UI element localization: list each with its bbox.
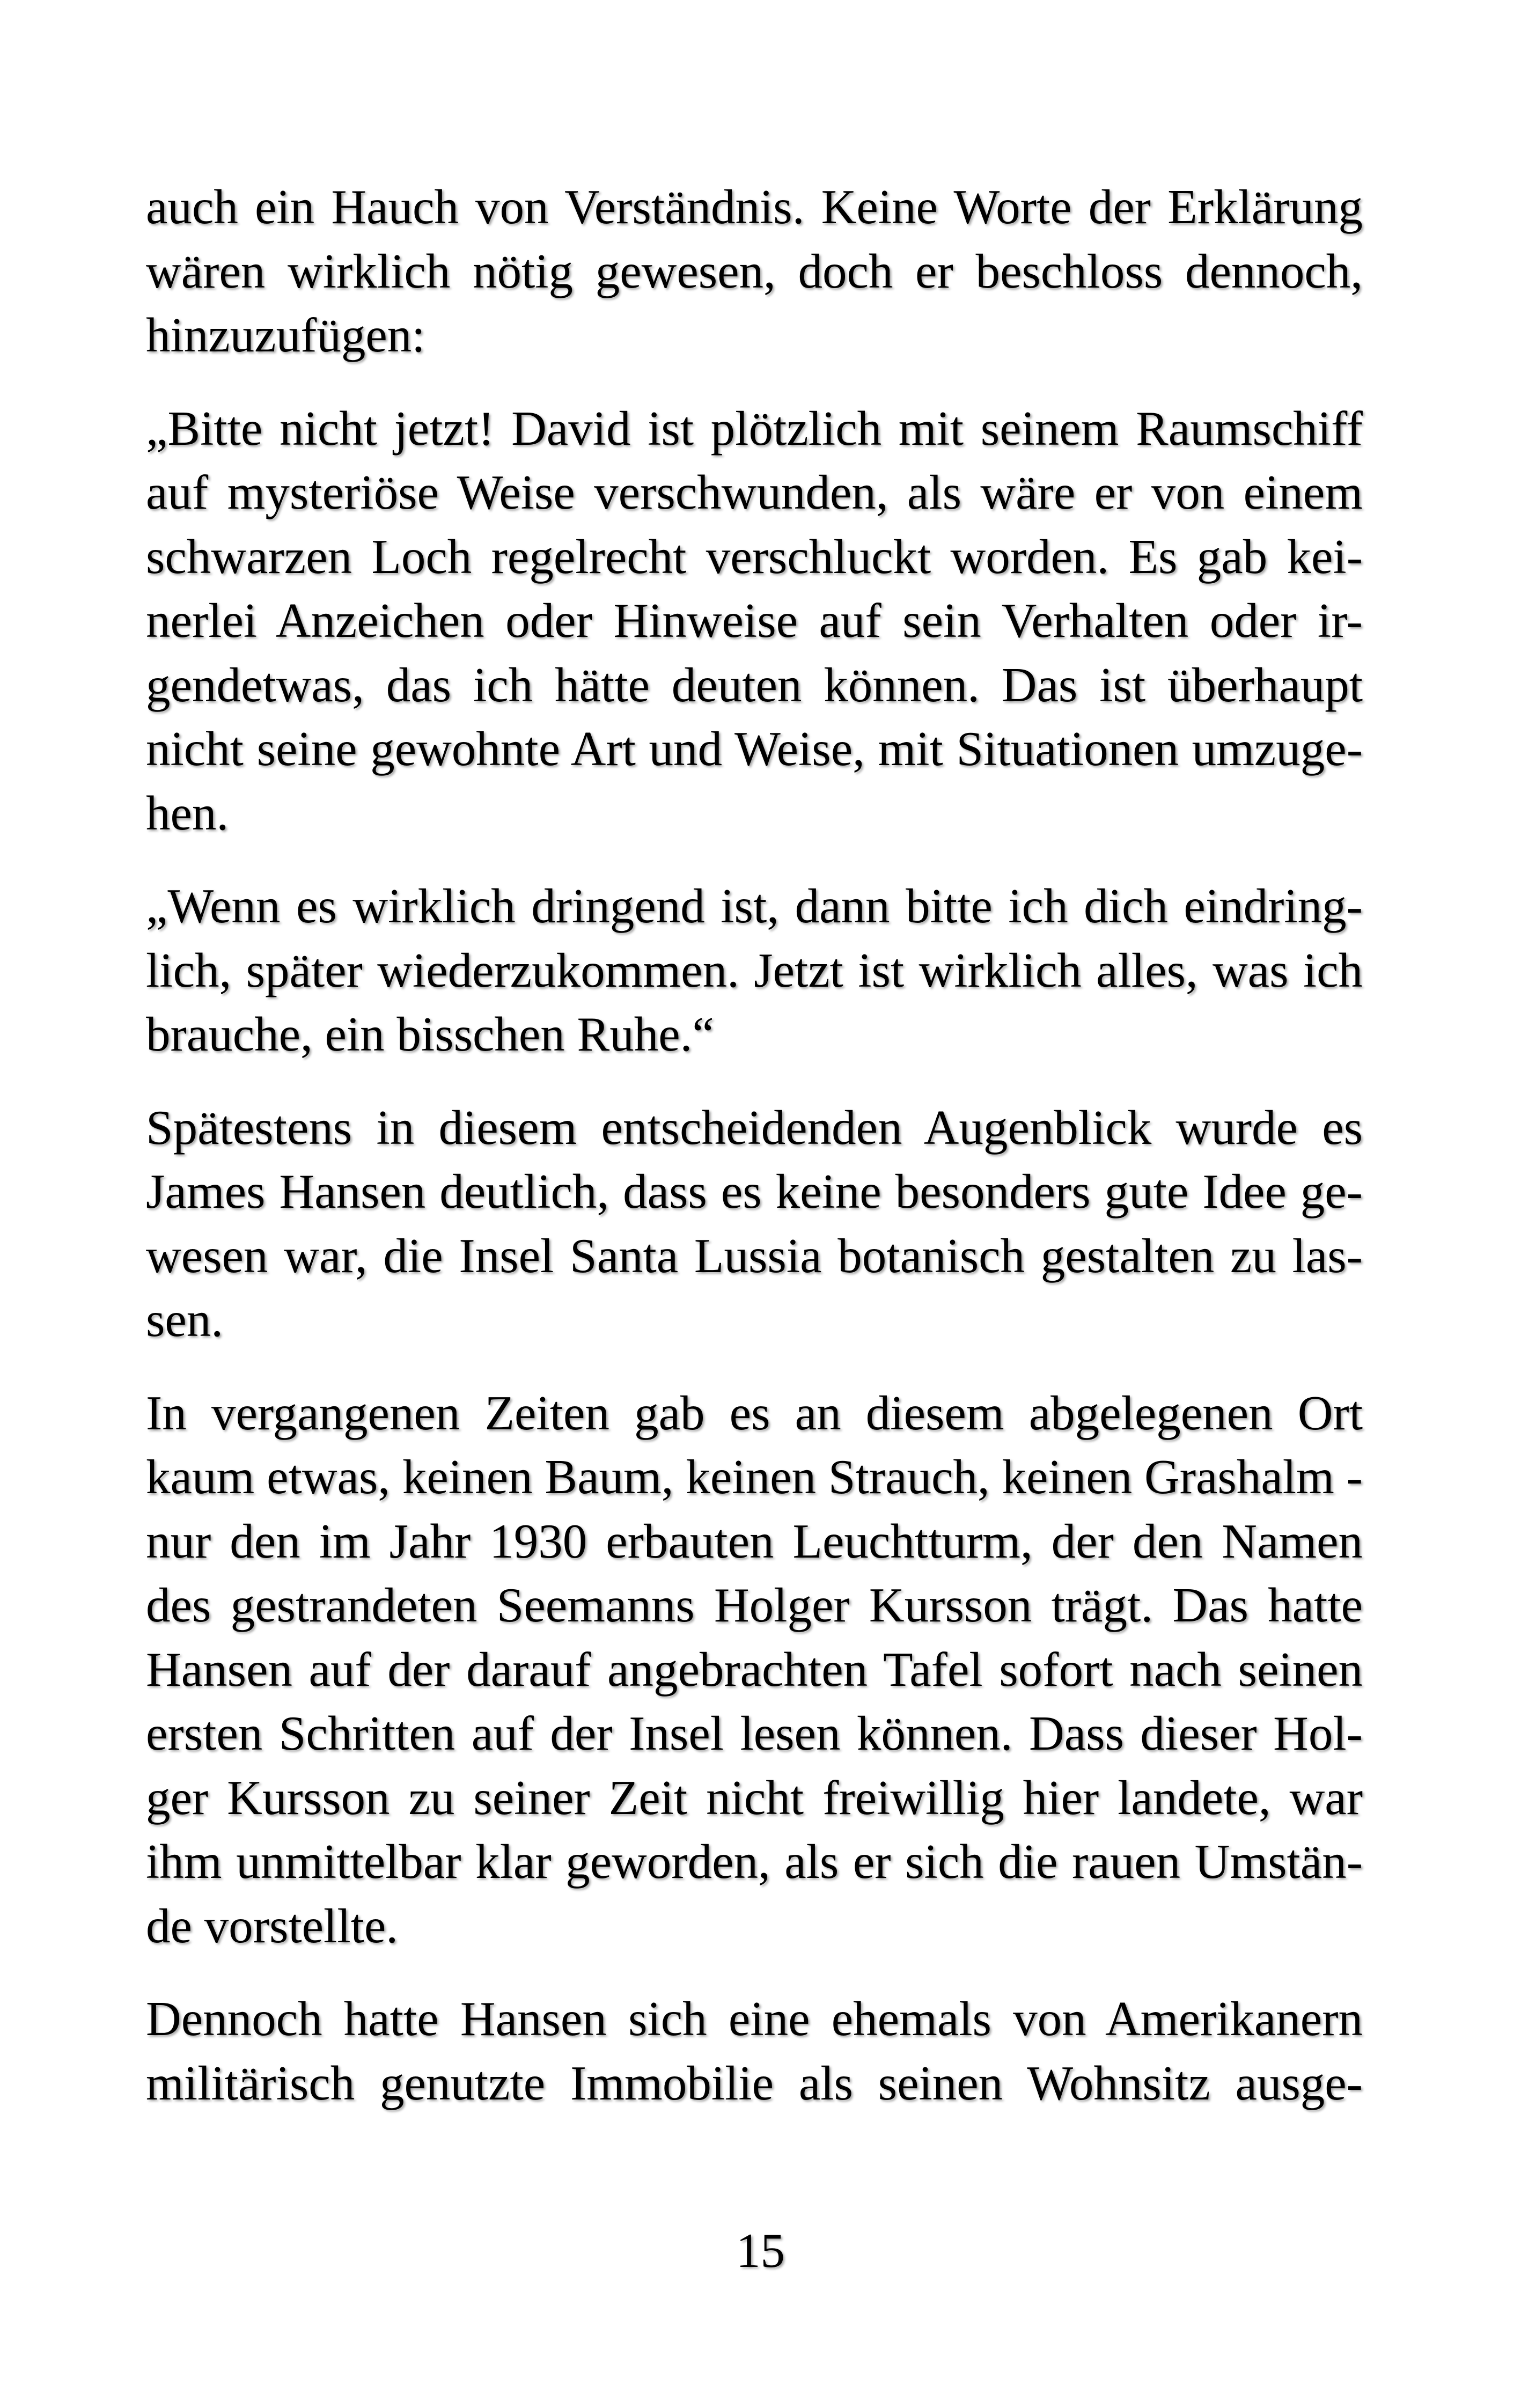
text-line: schwarzen Loch regelrecht verschluckt worden. Es gab kei- [146,529,1363,584]
page-number: 15 [736,2223,785,2278]
page-body [146,175,1363,2144]
text-line: nur den im Jahr 1930 erbauten Leuchtturm, der den Namen [146,1514,1363,1568]
text-line: militärisch genutzte Immobilie als seinen Wohnsitz ausge- [146,2055,1363,2110]
text-line: des gestrandeten Seemanns Holger Kursson trägt. Das hatte [146,1578,1363,1632]
text-line: In vergangenen Zeiten gab es an diesem abgelegenen Ort [146,1385,1363,1440]
text-line: Spätestens in diesem entscheidenden Augenblick wurde es [146,1100,1363,1155]
text-line: brauche, ein bisschen Ruhe.“ [146,1007,714,1061]
text-line: de vorstellte. [146,1898,399,1953]
paragraph-6 [146,1987,1363,2115]
text-line: Hansen auf der darauf angebrachten Tafel sofort nach seinen [146,1642,1363,1697]
paragraph-1 [146,175,1363,368]
text-line: „Bitte nicht jetzt! David ist plötzlich mit seinem Raumschiff [146,401,1363,456]
paragraph-4 [146,1096,1363,1352]
text-line: nerlei Anzeichen oder Hinweise auf sein Verhalten oder ir- [146,593,1363,648]
text-line: James Hansen deutlich, dass es keine besonders gute Idee ge- [146,1164,1363,1218]
paragraph-2 [146,397,1363,846]
paragraph-3 [146,874,1363,1067]
text-line: wesen war, die Insel Santa Lussia botanisch gestalten zu las- [146,1228,1363,1283]
text-line: hen. [146,785,229,840]
text-line: auf mysteriöse Weise verschwunden, als wäre er von einem [146,465,1363,519]
text-line: „Wenn es wirklich dringend ist, dann bitte ich dich eindring- [146,879,1363,933]
paragraph-5 [146,1381,1363,1958]
text-line: Dennoch hatte Hansen sich eine ehemals von Amerikanern [146,1992,1363,2046]
text-line: sen. [146,1293,224,1347]
text-line: nicht seine gewohnte Art und Weise, mit Situationen umzuge- [146,722,1363,776]
text-line: gendetwas, das ich hätte deuten können. Das ist überhaupt [146,657,1363,712]
text-line: ger Kursson zu seiner Zeit nicht freiwillig hier landete, war [146,1770,1363,1825]
text-line: lich, später wiederzukommen. Jetzt ist wirklich alles, was ich [146,943,1363,997]
text-line: auch ein Hauch von Verständnis. Keine Worte der Erklärung [146,180,1363,234]
text-line: ersten Schritten auf der Insel lesen können. Dass dieser Hol- [146,1706,1363,1760]
text-line: ihm unmittelbar klar geworden, als er sich die rauen Umstän- [146,1834,1363,1889]
text-line: wären wirklich nötig gewesen, doch er beschloss dennoch, [146,244,1363,298]
text-line: kaum etwas, keinen Baum, keinen Strauch, keinen Grashalm - [146,1450,1363,1504]
text-line: hinzuzufügen: [146,308,425,362]
